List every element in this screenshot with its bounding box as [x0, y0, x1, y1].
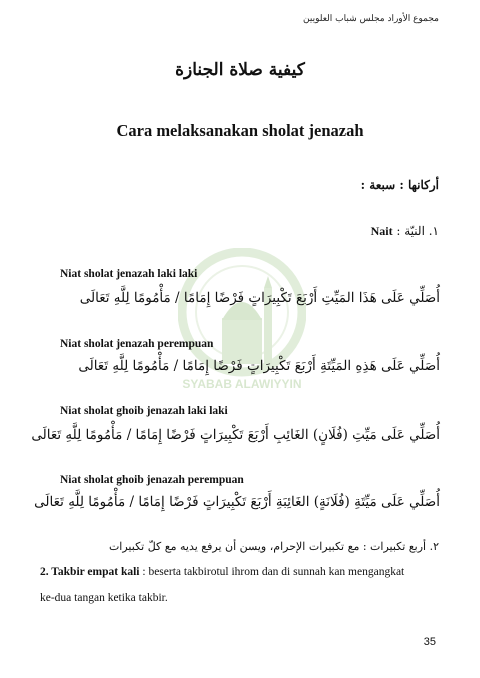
watermark-minaret-top	[264, 276, 272, 288]
page-title-arabic: كيفية صلاة الجنازة	[175, 60, 305, 80]
niat-heading-4: Niat sholat ghoib jenazah perempuan	[60, 474, 244, 486]
niat-arabic-3: أُصَلِّي عَلَى مَيِّتِ (فُلَانٍ) الغَائِبِ أَرْبَعَ تَكْبِيرَاتٍ فَرْضًا إِمَامًا / مَأْمُومًا لِلَّهِ تَعَالَى	[31, 427, 440, 443]
nait-heading	[371, 224, 439, 239]
page-number: 35	[423, 636, 436, 648]
niat-arabic-2: أُصَلِّي عَلَى هَذِهِ المَيِّتَةِ أَرْبَعَ تَكْبِيرَاتٍ فَرْضًا إِمَامًا / مَأْمُومًا لِلَّهِ تَعَالَى	[78, 358, 440, 374]
niat-arabic-1: أُصَلِّي عَلَى هَذَا المَيِّتِ أَرْبَعَ تَكْبِيرَاتٍ فَرْضًا إِمَامًا / مَأْمُومًا لِلَّهِ تَعَالَى	[79, 290, 440, 306]
point2-latin-bold: 2. Takbir empat kali	[40, 566, 140, 578]
point2-latin-line1	[40, 566, 442, 578]
nait-latin: Nait	[370, 224, 393, 238]
niat-heading-2: Niat sholat jenazah perempuan	[60, 338, 214, 350]
point2-latin-line2: ke-dua tangan ketika takbir.	[40, 592, 168, 604]
nait-arabic: ١. النيّة :	[396, 224, 439, 238]
point2-arabic: ٢. أربع تكبيرات : مع تكبيرات الإحرام، ويسن أن يرفع يديه مع كلّ تكبيرات	[108, 540, 439, 553]
niat-arabic-4: أُصَلِّي عَلَى مَيِّتَةِ (فُلَانَةٍ) الغَائِبَةِ أَرْبَعَ تَكْبِيرَاتٍ فَرْضًا إِمَامًا / مَأْمُومًا لِلَّهِ تَعَالَى	[34, 494, 440, 510]
arkan-heading: أركانها : سبعة :	[360, 178, 439, 192]
niat-heading-1: Niat sholat jenazah laki laki	[60, 268, 198, 280]
niat-heading-3: Niat sholat ghoib jenazah laki laki	[60, 405, 228, 417]
point2-latin-rest: : beserta takbirotul ihrom dan di sunnah kan mengangkat	[139, 566, 405, 578]
watermark-text: SYABAB ALAWIYYIN	[182, 377, 302, 391]
running-header: مجموع الأوراد مجلس شباب العلويين	[303, 14, 439, 24]
page-title-latin: Cara melaksanakan sholat jenazah	[116, 121, 364, 140]
